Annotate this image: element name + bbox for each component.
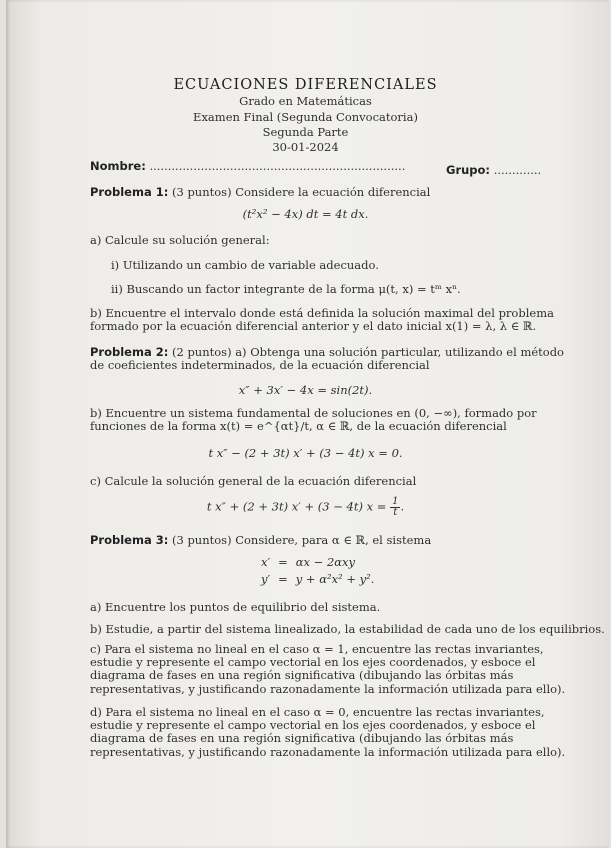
problem-1-equation: (t²x² − 4x) dt = 4t dx. xyxy=(242,207,369,221)
problem-3-c: c) Para el sistema no lineal en el caso α = 1, encuentre las rectas invariantes, estudie y represente el campo vectorial en los ejes coordenados, y esboce el diagrama de fases en una región significativa (dibujando las órbitas más representativas, y justificando razonadamente la información utilizada para ello). xyxy=(90,642,566,696)
nombre-dots: ...................................................................... xyxy=(149,159,406,173)
problem-2-equation-1: x″ + 3x′ − 4x = sin(2t). xyxy=(238,383,373,397)
exam-degree: Grado en Matemáticas xyxy=(239,94,372,108)
problem-1-b: b) Encuentre el intervalo donde está definida la solución maximal del problema formado por la ecuación diferencial anterior y el dato inicial x(1) = λ, λ ∈ ℝ. xyxy=(90,306,554,334)
problem-3-label: Problema 3: xyxy=(90,533,169,547)
problem-1-text: (3 puntos) Considere la ecuación diferencial xyxy=(168,185,431,199)
problem-3-a: a) Encuentre los puntos de equilibrio del sistema. xyxy=(90,600,381,614)
fraction-numerator: 1 xyxy=(392,496,399,507)
problem-3-d: d) Para el sistema no lineal en el caso α = 0, encuentre las rectas invariantes, estudie y represente el campo vectorial en los ejes coordenados, y esboce el diagrama de fases en una región significativa (dibujando las órbitas más representativas, y justificando razonadamente la información utilizada para ello). xyxy=(90,705,566,759)
equation-3-lhs: t x″ + (2 + 3t) x′ + (3 − 4t) x = xyxy=(206,499,391,514)
problem-1-label: Problema 1: xyxy=(90,185,169,199)
system-row-2-eq: = xyxy=(278,572,288,586)
problem-2-equation-2: t x″ − (2 + 3t) x′ + (3 − 4t) x = 0. xyxy=(208,446,403,460)
system-row-1-lhs: x′ xyxy=(261,555,271,569)
problem-3-intro xyxy=(90,533,431,547)
exam-part: Segunda Parte xyxy=(262,125,349,139)
grupo-label: Grupo: xyxy=(446,163,491,177)
grupo-field xyxy=(446,163,541,177)
problem-1-a-i: i) Utilizando un cambio de variable adecuado. xyxy=(111,258,379,272)
problem-3-system xyxy=(257,554,378,588)
fraction-denominator: t xyxy=(393,507,398,518)
nombre-label: Nombre: xyxy=(90,159,146,173)
system-row-1-rhs: αx − 2αxy xyxy=(295,555,356,569)
problem-3-text: (3 puntos) Considere, para α ∈ ℝ, el sistema xyxy=(168,533,432,547)
system-row-1-eq: = xyxy=(278,555,288,569)
problem-2-b: b) Encuentre un sistema fundamental de soluciones en (0, −∞), formado por funciones de la forma x(t) = e^{αt}/t, α ∈ ℝ, de la ecuación diferencial xyxy=(90,406,537,434)
nombre-field xyxy=(90,159,405,173)
problem-1-intro xyxy=(90,185,430,199)
problem-1-a: a) Calcule su solución general: xyxy=(90,233,270,247)
exam-title: ECUACIONES DIFERENCIALES xyxy=(173,77,438,93)
problem-2-equation-3: t x″ + (2 + 3t) x′ + (3 − 4t) x = $\frac{1}{t}$ . xyxy=(206,496,405,518)
exam-date: 30-01-2024 xyxy=(272,140,339,154)
system-row-2-lhs: y′ xyxy=(261,572,271,586)
equation-3-fraction xyxy=(390,497,400,518)
problem-2-label: Problema 2: xyxy=(90,345,169,359)
problem-2-c: c) Calcule la solución general de la ecuación diferencial xyxy=(90,474,417,488)
problem-1-a-ii: ii) Buscando un factor integrante de la forma μ(t, x) = tᵐ xⁿ. xyxy=(111,282,461,296)
grupo-dots: ............. xyxy=(493,163,542,177)
problem-2-intro xyxy=(90,346,568,372)
problem-2-text: (2 puntos) a) Obtenga una solución particular, utilizando el método de coeficientes indeterminados, de la ecuación diferencial xyxy=(90,345,564,373)
system-row-2-rhs: y + α²x² + y². xyxy=(295,572,375,586)
problem-3-b: b) Estudie, a partir del sistema linealizado, la estabilidad de cada uno de los equilibrios. xyxy=(90,622,605,636)
exam-name: Examen Final (Segunda Convocatoria) xyxy=(193,110,418,124)
